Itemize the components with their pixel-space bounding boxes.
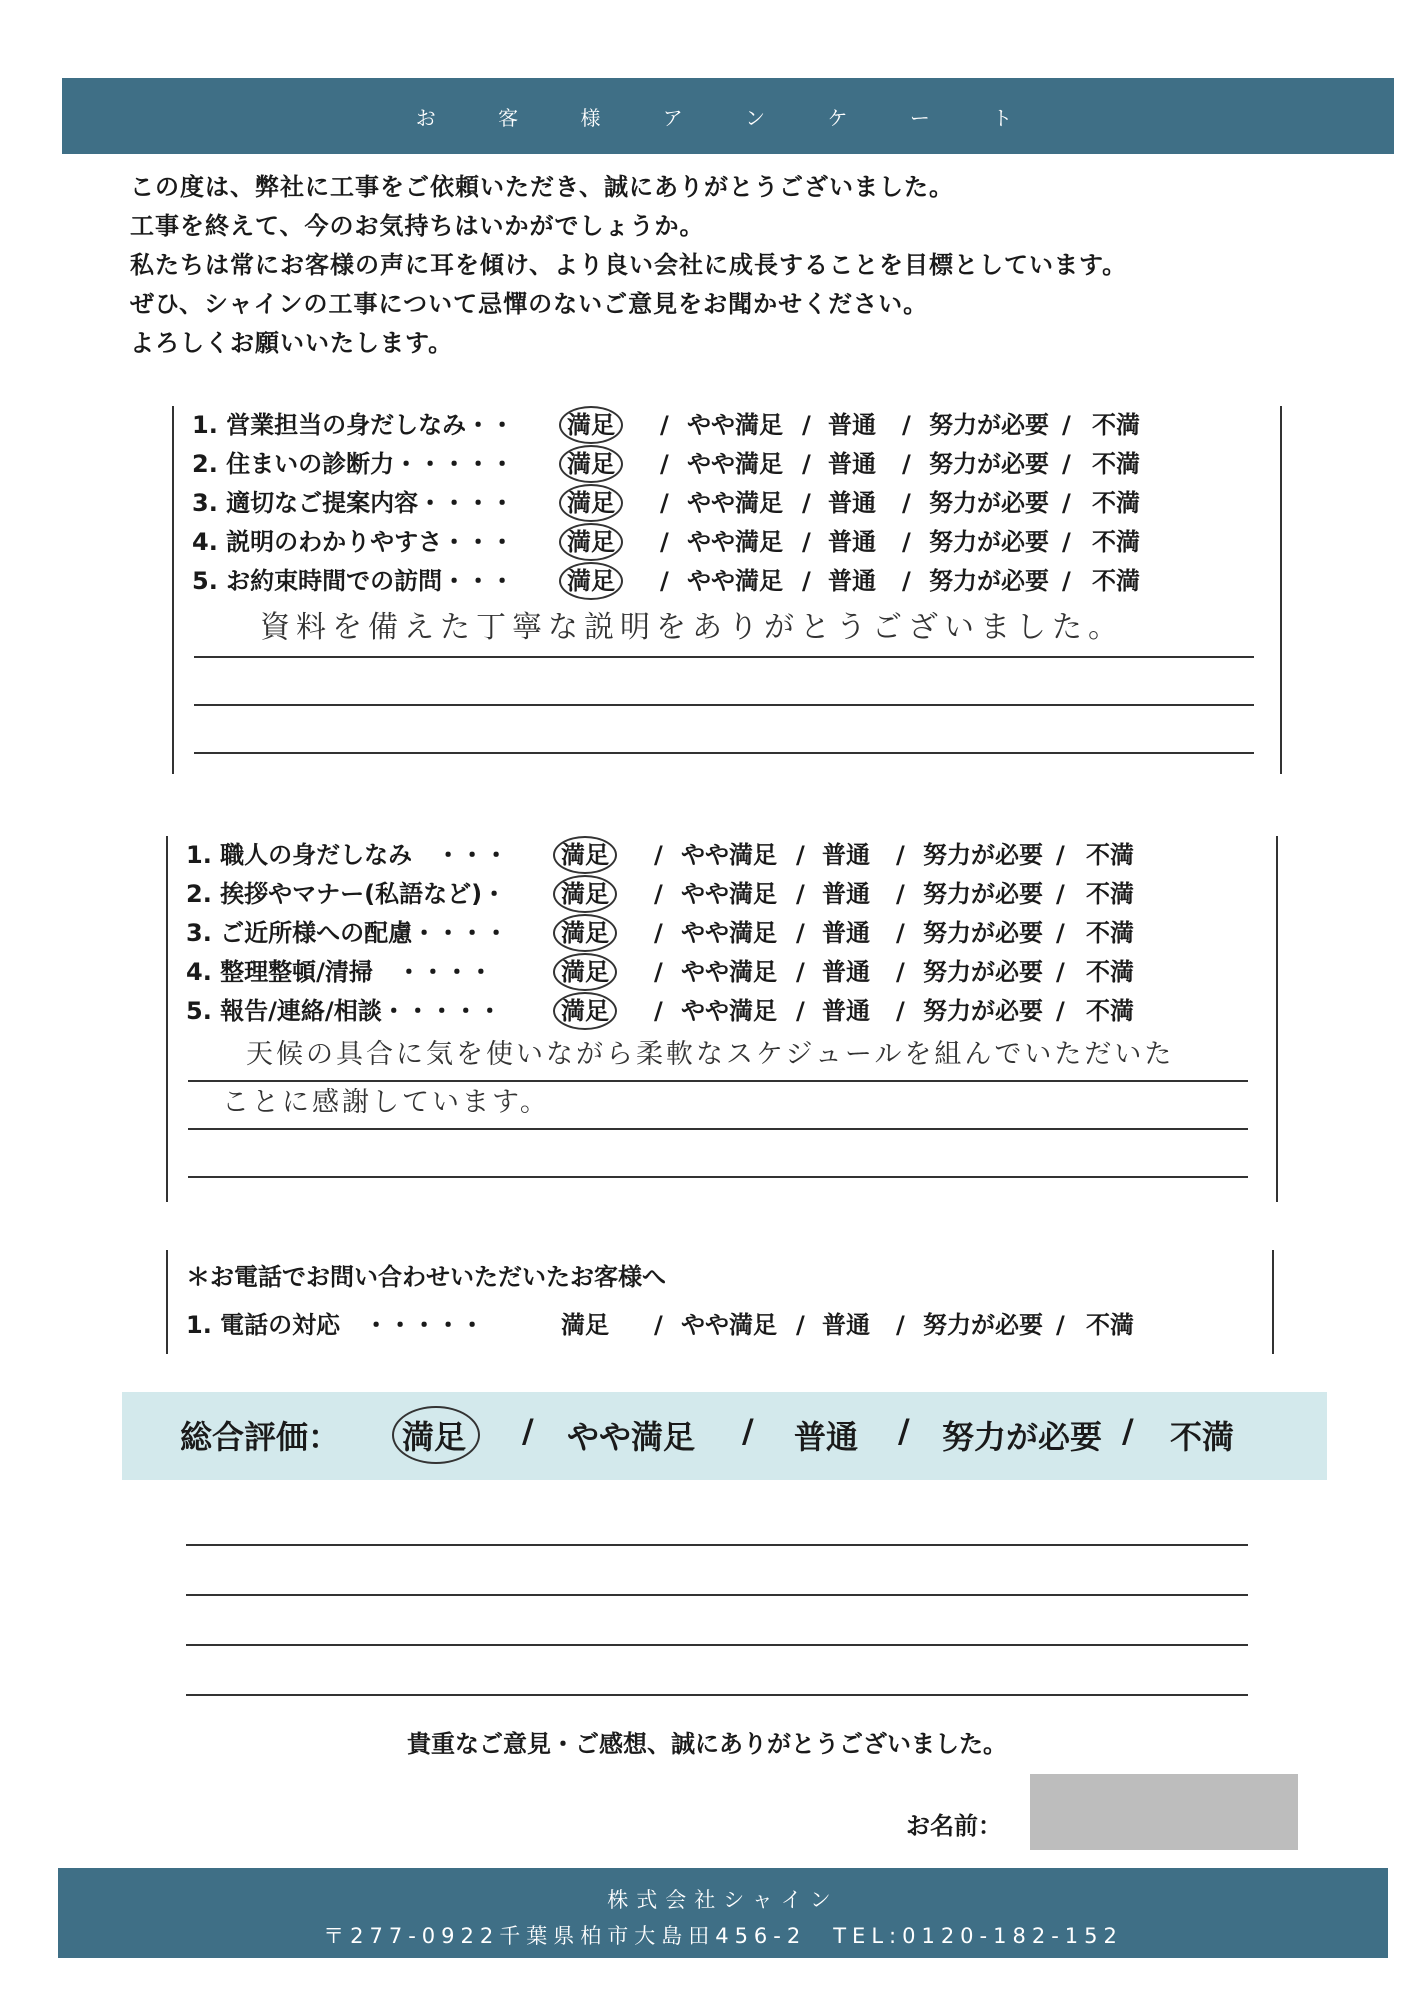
option-separator: / (660, 450, 669, 478)
option-separator: / (1056, 841, 1065, 869)
option-3[interactable]: 努力が必要 (923, 958, 1043, 986)
option-1[interactable]: やや満足 (681, 841, 777, 869)
option-2[interactable]: 普通 (828, 489, 876, 517)
option-2[interactable]: 普通 (822, 841, 870, 869)
overall-option-0[interactable]: 満足 (402, 1418, 467, 1456)
selected-circle-mark (553, 875, 617, 913)
option-separator: / (1056, 880, 1065, 908)
option-4[interactable]: 不満 (1092, 567, 1140, 595)
option-1[interactable]: やや満足 (681, 958, 777, 986)
option-separator: / (660, 489, 669, 517)
selected-circle-mark (553, 836, 617, 874)
option-separator: / (802, 450, 811, 478)
option-separator: / (896, 1311, 905, 1339)
comment-line (188, 1176, 1248, 1178)
option-0[interactable]: 満足 (561, 958, 609, 986)
option-separator: / (742, 1412, 754, 1450)
option-4[interactable]: 不満 (1092, 528, 1140, 556)
comment-line (194, 704, 1254, 706)
option-separator: / (1062, 411, 1071, 439)
option-4[interactable]: 不満 (1092, 489, 1140, 517)
option-separator: / (796, 919, 805, 947)
option-separator: / (896, 958, 905, 986)
question-label: 3. 適切なご提案内容・・・・ (192, 489, 515, 517)
footer-bar (58, 1868, 1388, 1958)
question-label: 2. 住まいの診断力・・・・・ (192, 450, 515, 478)
company-address: 〒277-0922千葉県柏市大島田456-2 TEL:0120-182-152 (323, 1924, 1123, 1948)
option-separator: / (796, 958, 805, 986)
question-row (186, 992, 1266, 1030)
selected-circle-mark (553, 953, 617, 991)
option-4[interactable]: 不満 (1092, 411, 1140, 439)
option-separator: / (896, 880, 905, 908)
question-row (192, 445, 1272, 483)
option-2[interactable]: 普通 (822, 880, 870, 908)
option-2[interactable]: 普通 (828, 450, 876, 478)
option-3[interactable]: 努力が必要 (923, 997, 1043, 1025)
option-2[interactable]: 普通 (822, 958, 870, 986)
thanks-message: 貴重なご意見・ご感想、誠にありがとうございました。 (407, 1730, 1007, 1758)
option-0[interactable]: 満足 (567, 411, 615, 439)
option-separator: / (896, 919, 905, 947)
option-4[interactable]: 不満 (1086, 919, 1134, 947)
option-0[interactable]: 満足 (567, 567, 615, 595)
handwritten-comment: ことに感謝しています。 (222, 1087, 550, 1118)
handwritten-comment: 資料を備えた丁寧な説明をありがとうございました。 (260, 610, 1124, 645)
option-separator: / (522, 1412, 534, 1450)
comment-line (188, 1128, 1248, 1130)
overall-option-1[interactable]: やや満足 (567, 1418, 696, 1456)
option-separator: / (896, 997, 905, 1025)
question-row (192, 523, 1272, 561)
name-field-redacted[interactable] (1030, 1774, 1298, 1850)
craftsman-section (166, 836, 1278, 1202)
question-label: 2. 挨拶やマナー(私語など)・ (186, 880, 507, 908)
question-row (186, 953, 1266, 991)
option-3[interactable]: 努力が必要 (929, 567, 1049, 595)
comment-line (186, 1694, 1248, 1696)
option-4[interactable]: 不満 (1086, 997, 1134, 1025)
option-separator: / (654, 958, 663, 986)
option-separator: / (654, 1311, 663, 1339)
option-separator: / (796, 997, 805, 1025)
intro-line: よろしくお願いいたします。 (130, 329, 454, 357)
option-1[interactable]: やや満足 (687, 411, 783, 439)
phone-heading: ＊お電話でお問い合わせいただいたお客様へ (186, 1263, 666, 1291)
selected-circle-mark (559, 445, 623, 483)
intro-line: ぜひ、シャインの工事について忌憚のないご意見をお聞かせください。 (130, 290, 929, 318)
option-separator: / (802, 528, 811, 556)
option-1[interactable]: やや満足 (687, 450, 783, 478)
question-label: 4. 説明のわかりやすさ・・・ (192, 528, 515, 556)
option-separator: / (654, 919, 663, 947)
option-separator: / (654, 997, 663, 1025)
option-separator: / (796, 880, 805, 908)
overall-rating-bar (122, 1392, 1327, 1480)
question-label: 4. 整理整頓/清掃 ・・・・ (186, 958, 493, 986)
option-4[interactable]: 不満 (1086, 880, 1134, 908)
option-separator: / (660, 528, 669, 556)
option-separator: / (1056, 919, 1065, 947)
option-3[interactable]: 努力が必要 (923, 919, 1043, 947)
question-label: 1. 営業担当の身だしなみ・・ (192, 411, 515, 439)
question-row (186, 914, 1266, 952)
option-separator: / (1062, 450, 1071, 478)
question-row (192, 484, 1272, 522)
phone-section (166, 1250, 1274, 1354)
option-separator: / (1062, 567, 1071, 595)
comment-line (188, 1080, 1248, 1082)
overall-option-2[interactable]: 普通 (794, 1418, 859, 1456)
option-3[interactable]: 努力が必要 (923, 880, 1043, 908)
comment-line (186, 1644, 1248, 1646)
overall-option-3[interactable]: 努力が必要 (942, 1418, 1103, 1456)
sales-section (172, 406, 1282, 774)
option-1[interactable]: やや満足 (681, 919, 777, 947)
overall-option-4[interactable]: 不満 (1170, 1418, 1235, 1456)
option-1[interactable]: やや満足 (687, 489, 783, 517)
survey-title: お 客 様 ア ン ケ ー ト (415, 105, 1041, 130)
question-label: 5. 報告/連絡/相談・・・・・ (186, 997, 502, 1025)
option-4[interactable]: 不満 (1086, 1311, 1134, 1339)
selected-circle-mark (392, 1406, 480, 1464)
selected-circle-mark (559, 484, 623, 522)
intro-line: この度は、弊社に工事をご依頼いただき、誠にありがとうございました。 (130, 173, 955, 201)
option-0[interactable]: 満足 (561, 997, 609, 1025)
option-0[interactable]: 満足 (561, 841, 609, 869)
option-separator: / (902, 567, 911, 595)
comment-line (186, 1544, 1248, 1546)
option-2[interactable]: 普通 (828, 411, 876, 439)
intro-line: 私たちは常にお客様の声に耳を傾け、より良い会社に成長することを目標としています。 (130, 251, 1128, 279)
option-0[interactable]: 満足 (561, 919, 609, 947)
handwritten-comment: 天候の具合に気を使いながら柔軟なスケジュールを組んでいただいた (246, 1039, 1175, 1070)
option-0[interactable]: 満足 (567, 489, 615, 517)
option-1[interactable]: やや満足 (687, 528, 783, 556)
option-3[interactable]: 努力が必要 (923, 1311, 1043, 1339)
option-0[interactable]: 満足 (567, 528, 615, 556)
option-separator: / (896, 841, 905, 869)
question-label: 5. お約束時間での訪問・・・ (192, 567, 515, 595)
selected-circle-mark (559, 406, 623, 444)
option-separator: / (902, 489, 911, 517)
option-separator: / (1056, 1311, 1065, 1339)
comment-line (186, 1594, 1248, 1596)
selected-circle-mark (559, 562, 623, 600)
option-separator: / (654, 841, 663, 869)
option-1[interactable]: やや満足 (681, 997, 777, 1025)
question-row (186, 875, 1266, 913)
selected-circle-mark (553, 914, 617, 952)
option-separator: / (1056, 958, 1065, 986)
option-1[interactable]: やや満足 (681, 1311, 777, 1339)
option-3[interactable]: 努力が必要 (929, 411, 1049, 439)
option-separator: / (802, 411, 811, 439)
option-0[interactable]: 満足 (561, 1311, 609, 1339)
option-3[interactable]: 努力が必要 (929, 450, 1049, 478)
option-separator: / (902, 450, 911, 478)
overall-label: 総合評価： (180, 1418, 341, 1456)
option-separator: / (654, 880, 663, 908)
option-4[interactable]: 不満 (1086, 841, 1134, 869)
option-separator: / (660, 411, 669, 439)
question-row (186, 1306, 1266, 1344)
option-3[interactable]: 努力が必要 (923, 841, 1043, 869)
question-row (192, 562, 1272, 600)
option-0[interactable]: 満足 (561, 880, 609, 908)
option-separator: / (796, 1311, 805, 1339)
option-separator: / (802, 567, 811, 595)
option-2[interactable]: 普通 (828, 567, 876, 595)
question-row (186, 836, 1266, 874)
question-label: 3. ご近所様への配慮・・・・ (186, 919, 509, 947)
option-2[interactable]: 普通 (822, 919, 870, 947)
option-separator: / (1122, 1412, 1134, 1450)
question-label: 1. 電話の対応 ・・・・・ (186, 1311, 485, 1339)
option-separator: / (902, 528, 911, 556)
option-3[interactable]: 努力が必要 (929, 528, 1049, 556)
intro-text (130, 168, 1330, 363)
option-separator: / (660, 567, 669, 595)
option-0[interactable]: 満足 (567, 450, 615, 478)
selected-circle-mark (553, 992, 617, 1030)
question-label: 1. 職人の身だしなみ ・・・ (186, 841, 509, 869)
option-separator: / (802, 489, 811, 517)
option-separator: / (1062, 528, 1071, 556)
option-4[interactable]: 不満 (1086, 958, 1134, 986)
survey-title-bar (62, 78, 1394, 154)
option-3[interactable]: 努力が必要 (929, 489, 1049, 517)
option-2[interactable]: 普通 (828, 528, 876, 556)
selected-circle-mark (559, 523, 623, 561)
comment-line (194, 752, 1254, 754)
option-separator: / (796, 841, 805, 869)
option-2[interactable]: 普通 (822, 997, 870, 1025)
question-row (192, 406, 1272, 444)
name-label: お名前： (906, 1812, 1002, 1840)
option-2[interactable]: 普通 (822, 1311, 870, 1339)
option-separator: / (898, 1412, 910, 1450)
option-1[interactable]: やや満足 (681, 880, 777, 908)
intro-line: 工事を終えて、今のお気持ちはいかがでしょうか。 (130, 212, 705, 240)
option-separator: / (1056, 997, 1065, 1025)
option-1[interactable]: やや満足 (687, 567, 783, 595)
option-4[interactable]: 不満 (1092, 450, 1140, 478)
comment-line (194, 656, 1254, 658)
option-separator: / (1062, 489, 1071, 517)
option-separator: / (902, 411, 911, 439)
company-name: 株式会社シャイン (607, 1888, 839, 1912)
